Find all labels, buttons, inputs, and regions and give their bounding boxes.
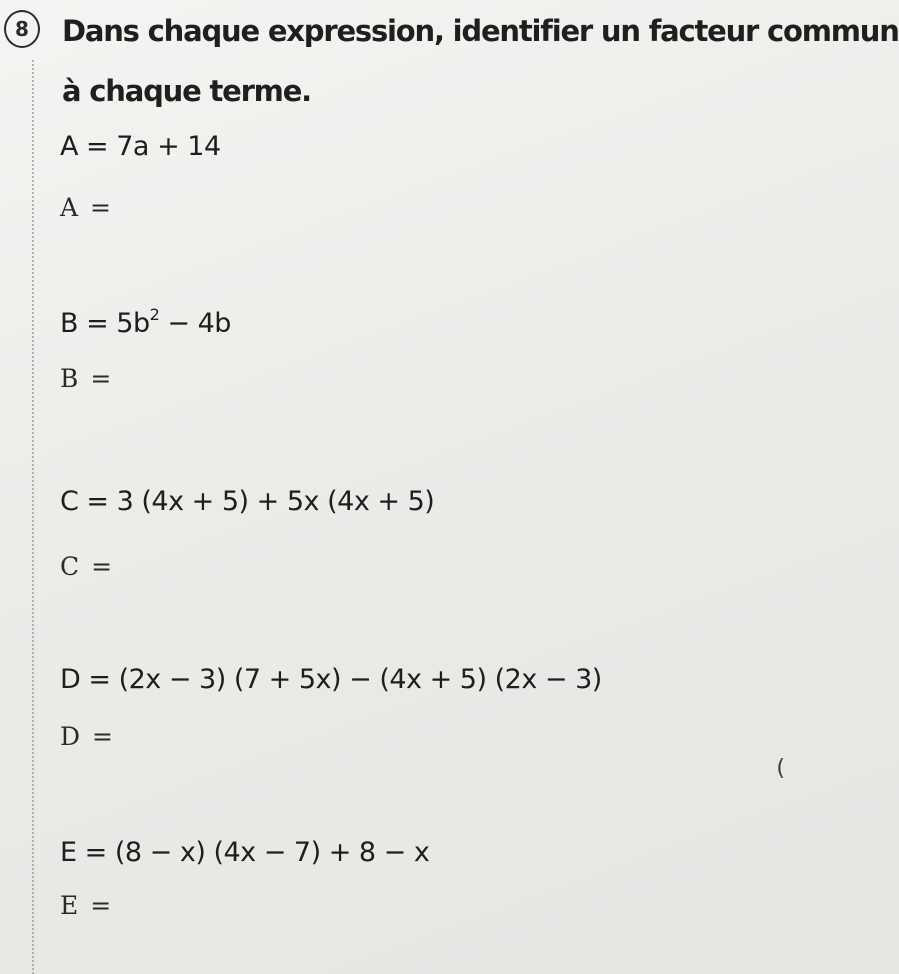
answer-prompt-e: E = bbox=[60, 891, 114, 920]
expression-c: C = 3 (4x + 5) + 5x (4x + 5) bbox=[60, 486, 435, 517]
instruction-line-2: à chaque terme. bbox=[62, 74, 311, 108]
answer-line-d[interactable] bbox=[60, 722, 115, 751]
expression-a: A = 7a + 14 bbox=[60, 131, 221, 162]
answer-line-a[interactable] bbox=[60, 193, 113, 222]
answer-line-c[interactable] bbox=[60, 552, 114, 581]
expression-b-rest: − 4b bbox=[159, 308, 231, 339]
expression-d: D = (2x − 3) (7 + 5x) − (4x + 5) (2x − 3) bbox=[60, 664, 602, 695]
instruction-line-1: Dans chaque expression, identifier un facteur commun bbox=[62, 14, 899, 48]
answer-prompt-c: C = bbox=[60, 552, 115, 581]
expression-b-exponent: 2 bbox=[149, 305, 160, 324]
notebook-margin-line bbox=[32, 60, 34, 974]
answer-line-e[interactable] bbox=[60, 891, 113, 920]
exercise-number-badge: 8 bbox=[4, 10, 40, 48]
answer-prompt-b: B = bbox=[60, 364, 114, 393]
expression-e: E = (8 − x) (4x − 7) + 8 − x bbox=[60, 837, 430, 868]
answer-prompt-a: A = bbox=[60, 193, 113, 222]
expression-b-base: B = 5b bbox=[60, 308, 150, 339]
answer-prompt-d: D = bbox=[60, 722, 115, 751]
expression-b bbox=[60, 305, 231, 339]
margin-parenthesis-mark: ( bbox=[776, 756, 785, 781]
answer-line-b[interactable] bbox=[60, 364, 113, 393]
